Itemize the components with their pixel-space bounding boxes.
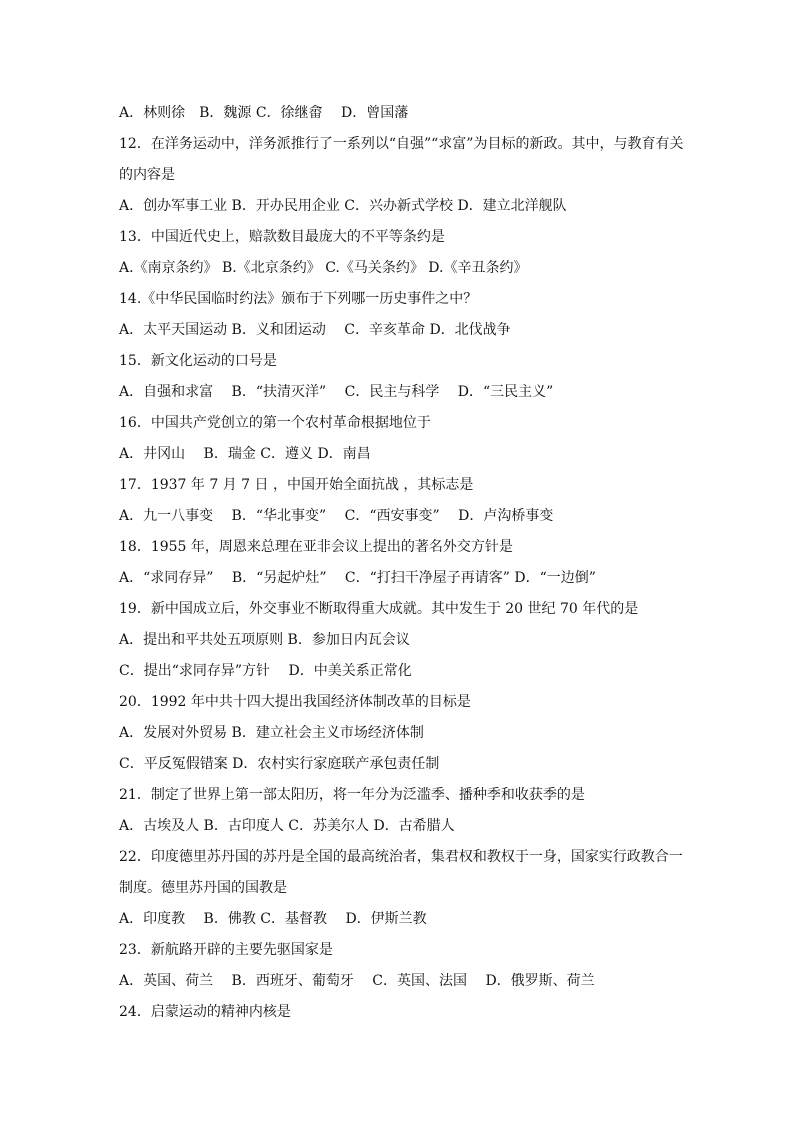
question-22-line-2: 制度。德里苏丹国的国教是 [119,880,287,896]
option-line-q20-cd: C．平反冤假错案 D．农村实行家庭联产承包责任制 [119,756,440,772]
option-line-q13: A.《南京条约》 B.《北京条约》 C.《马关条约》 D.《辛丑条约》 [119,260,528,276]
option-line-q18: A．“求同存异” B．“另起炉灶” C．“打扫干净屋子再请客” D．“一边倒” [119,570,596,586]
question-14: 14.《中华民国临时约法》颁布于下列哪一历史事件之中？ [119,291,478,307]
option-line-q11: A．林则徐 B．魏源 C．徐继畲 D．曾国藩 [119,105,409,121]
question-15: 15．新文化运动的口号是 [119,353,277,369]
question-18: 18．1955 年，周恩来总理在亚非会议上提出的著名外交方针是 [119,539,513,555]
option-line-q16: A．井冈山 B．瑞金 C．遵义 D．南昌 [119,446,371,462]
option-line-q20-ab: A．发展对外贸易 B．建立社会主义市场经济体制 [119,725,424,741]
option-line-q19-cd: C．提出“求同存异”方针 D．中美关系正常化 [119,663,412,679]
option-line-q23: A．英国、荷兰 B．西班牙、葡萄牙 C．英国、法国 D．俄罗斯、荷兰 [119,973,595,989]
question-21: 21．制定了世界上第一部太阳历，将一年分为泛滥季、播种季和收获季的是 [119,787,585,803]
question-12-line-2: 的内容是 [119,167,175,183]
option-line-q17: A．九一八事变 B．“华北事变” C．“西安事变” D．卢沟桥事变 [119,508,554,524]
question-16: 16．中国共产党创立的第一个农村革命根据地位于 [119,415,431,431]
question-22-line-1: 22．印度德里苏丹国的苏丹是全国的最高统治者，集君权和教权于一身，国家实行政教合一 [119,849,683,865]
option-line-q22: A．印度教 B．佛教 C．基督教 D．伊斯兰教 [119,911,427,927]
option-line-q12: A．创办军事工业 B．开办民用企业 C．兴办新式学校 D．建立北洋舰队 [119,198,567,214]
question-13: 13．中国近代史上，赔款数目最庞大的不平等条约是 [119,229,445,245]
question-23: 23．新航路开辟的主要先驱国家是 [119,942,333,958]
option-line-q15: A．自强和求富 B．“扶清灭洋” C．民主与科学 D．“三民主义” [119,384,554,400]
option-line-q21: A．古埃及人 B．古印度人 C．苏美尔人 D．古希腊人 [119,818,455,834]
question-19: 19．新中国成立后，外交事业不断取得重大成就。其中发生于 20 世纪 70 年代的是 [119,601,639,617]
option-line-q19-ab: A．提出和平共处五项原则 B．参加日内瓦会议 [119,632,410,648]
question-24: 24．启蒙运动的精神内核是 [119,1004,291,1020]
question-20: 20．1992 年中共十四大提出我国经济体制改革的目标是 [119,694,471,710]
question-12-line-1: 12．在洋务运动中，洋务派推行了一系列以“自强”“求富”为目标的新政。其中，与教育有关 [119,136,684,152]
option-line-q14: A．太平天国运动 B．义和团运动 C．辛亥革命 D．北伐战争 [119,322,511,338]
question-17: 17．1937 年 7 月 7 日 ，中国开始全面抗战 ，其标志是 [119,477,474,493]
